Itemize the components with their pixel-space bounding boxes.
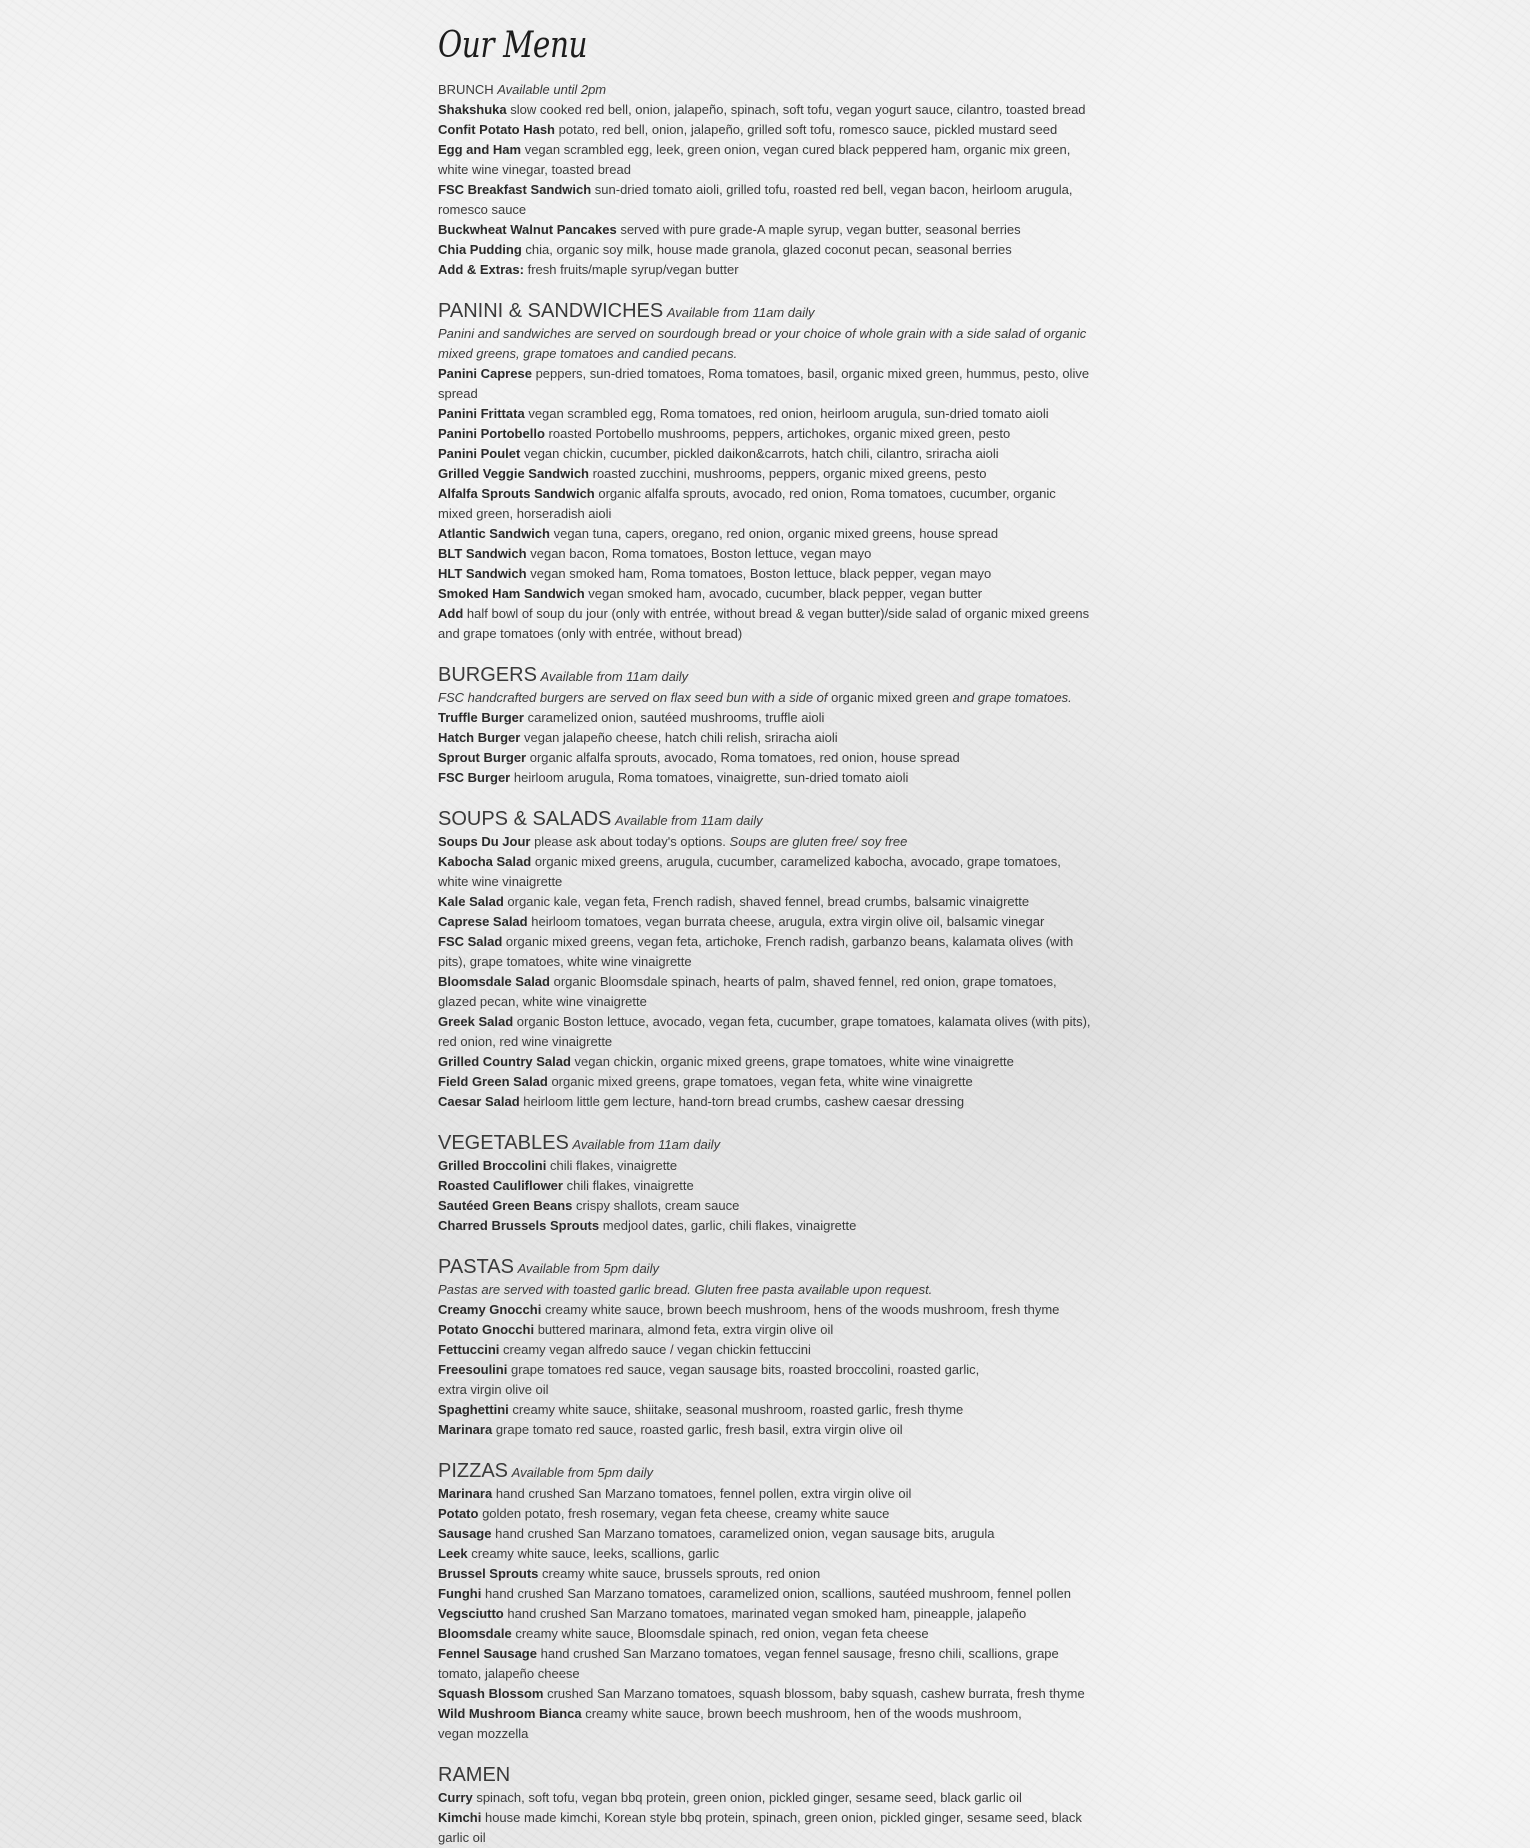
menu-item bbox=[438, 1072, 1092, 1092]
menu-item bbox=[438, 1584, 1092, 1604]
section-header bbox=[438, 808, 1092, 832]
menu-content bbox=[438, 18, 1092, 1848]
item-description: fresh fruits/maple syrup/vegan butter bbox=[527, 262, 739, 277]
item-name: Panini Caprese bbox=[438, 366, 532, 381]
item-name: Freesoulini bbox=[438, 1362, 508, 1377]
item-description: sun-dried tomato aioli, grilled tofu, roasted red bell, vegan bacon, heirloom arugula, romesco sauce bbox=[438, 182, 1073, 217]
item-description: hand crushed San Marzano tomatoes, fennel pollen, extra virgin olive oil bbox=[495, 1486, 912, 1501]
item-description: organic kale, vegan feta, French radish, shaved fennel, bread crumbs, balsamic vinaigrette bbox=[507, 894, 1030, 909]
item-name: Hatch Burger bbox=[438, 730, 521, 745]
menu-item bbox=[438, 1808, 1092, 1848]
item-description: chili flakes, vinaigrette bbox=[566, 1178, 694, 1193]
item-description: vegan chickin, organic mixed greens, grape tomatoes, white wine vinaigrette bbox=[574, 1054, 1014, 1069]
item-description: vegan smoked ham, Roma tomatoes, Boston lettuce, black pepper, vegan mayo bbox=[530, 566, 992, 581]
item-name: Brussel Sprouts bbox=[438, 1566, 539, 1581]
item-description: potato, red bell, onion, jalapeño, grilled soft tofu, romesco sauce, pickled mustard seed bbox=[558, 122, 1058, 137]
menu-item bbox=[438, 728, 1092, 748]
menu-item bbox=[438, 1484, 1092, 1504]
menu-item bbox=[438, 1400, 1092, 1420]
item-description: vegan scrambled egg, leek, green onion, vegan cured black peppered ham, organic mix green, white wine vinegar, toasted bread bbox=[438, 142, 1071, 177]
menu-item bbox=[438, 932, 1092, 972]
item-name: Wild Mushroom Bianca bbox=[438, 1706, 582, 1721]
section-note bbox=[438, 688, 1092, 708]
item-description: heirloom arugula, Roma tomatoes, vinaigrette, sun-dried tomato aioli bbox=[513, 770, 909, 785]
item-name: Egg and Ham bbox=[438, 142, 522, 157]
item-description: chia, organic soy milk, house made granola, glazed coconut pecan, seasonal berries bbox=[525, 242, 1012, 257]
item-name: Funghi bbox=[438, 1586, 482, 1601]
section-availability: Available until 2pm bbox=[497, 82, 607, 97]
section-header bbox=[438, 1460, 1092, 1484]
item-name: Sprout Burger bbox=[438, 750, 527, 765]
section-availability: Available from 5pm daily bbox=[517, 1261, 659, 1276]
section-availability: Available from 11am daily bbox=[615, 813, 763, 828]
item-description: organic Boston lettuce, avocado, vegan feta, cucumber, grape tomatoes, kalamata olives (with pits), red onion, red wine vinaigrette bbox=[438, 1014, 1091, 1049]
menu-item bbox=[438, 180, 1092, 220]
menu-item bbox=[438, 564, 1092, 584]
item-description: roasted Portobello mushrooms, peppers, artichokes, organic mixed green, pesto bbox=[548, 426, 1011, 441]
item-description: slow cooked red bell, onion, jalapeño, spinach, soft tofu, vegan yogurt sauce, cilantro, toasted bread bbox=[510, 102, 1086, 117]
item-name: FSC Breakfast Sandwich bbox=[438, 182, 592, 197]
item-name: Buckwheat Walnut Pancakes bbox=[438, 222, 617, 237]
menu-item bbox=[438, 100, 1092, 120]
item-name: Field Green Salad bbox=[438, 1074, 548, 1089]
item-name: Kale Salad bbox=[438, 894, 504, 909]
menu-item bbox=[438, 1012, 1092, 1052]
menu-item bbox=[438, 140, 1092, 180]
item-name: Roasted Cauliflower bbox=[438, 1178, 563, 1193]
item-description: creamy white sauce, brown beech mushroom, hens of the woods mushroom, fresh thyme bbox=[544, 1302, 1060, 1317]
item-description: organic Bloomsdale spinach, hearts of palm, shaved fennel, red onion, grape tomatoes, glazed pecan, white wine vinaigrette bbox=[438, 974, 1057, 1009]
menu-item bbox=[438, 1052, 1092, 1072]
item-description: creamy white sauce, brown beech mushroom, hen of the woods mushroom, bbox=[585, 1706, 1022, 1721]
item-name: Panini Frittata bbox=[438, 406, 525, 421]
section-note-part: and grape tomatoes. bbox=[952, 690, 1072, 705]
item-description: vegan scrambled egg, Roma tomatoes, red onion, heirloom arugula, sun-dried tomato aioli bbox=[528, 406, 1049, 421]
item-description: heirloom tomatoes, vegan burrata cheese, arugula, extra virgin olive oil, balsamic vinegar bbox=[531, 914, 1045, 929]
item-description: house made kimchi, Korean style bbq protein, spinach, green onion, pickled ginger, sesame seed, black garlic oil bbox=[438, 1810, 1082, 1845]
item-name: Marinara bbox=[438, 1422, 493, 1437]
item-name: Shakshuka bbox=[438, 102, 507, 117]
section-name: VEGETABLES bbox=[438, 1132, 569, 1154]
item-description: vegan bacon, Roma tomatoes, Boston lettuce, vegan mayo bbox=[530, 546, 872, 561]
item-description: medjool dates, garlic, chili flakes, vinaigrette bbox=[602, 1218, 857, 1233]
item-name: Charred Brussels Sprouts bbox=[438, 1218, 600, 1233]
item-description: creamy white sauce, Bloomsdale spinach, red onion, vegan feta cheese bbox=[515, 1626, 929, 1641]
item-name: FSC Salad bbox=[438, 934, 503, 949]
item-description: buttered marinara, almond feta, extra virgin olive oil bbox=[537, 1322, 834, 1337]
section-note-part: FSC handcrafted burgers are served on flax seed bun with a side of bbox=[438, 690, 828, 705]
menu-item bbox=[438, 1644, 1092, 1684]
item-description: creamy white sauce, brussels sprouts, red onion bbox=[542, 1566, 821, 1581]
menu-item bbox=[438, 444, 1092, 464]
menu-section-pastas bbox=[438, 1256, 1092, 1440]
item-name: Confit Potato Hash bbox=[438, 122, 555, 137]
item-name: Atlantic Sandwich bbox=[438, 526, 550, 541]
menu-item bbox=[438, 1788, 1092, 1808]
menu-section-brunch bbox=[438, 80, 1092, 280]
menu-item bbox=[438, 1216, 1092, 1236]
item-name: Soups Du Jour bbox=[438, 834, 531, 849]
section-name: RAMEN bbox=[438, 1764, 511, 1786]
item-name: Grilled Broccolini bbox=[438, 1158, 547, 1173]
item-name: Add bbox=[438, 606, 464, 621]
item-name: HLT Sandwich bbox=[438, 566, 527, 581]
item-name: Alfalfa Sprouts Sandwich bbox=[438, 486, 595, 501]
item-description: vegan jalapeño cheese, hatch chili relish, sriracha aioli bbox=[523, 730, 838, 745]
section-name: BRUNCH bbox=[438, 82, 494, 97]
menu-item bbox=[438, 1624, 1092, 1644]
menu-item bbox=[438, 1196, 1092, 1216]
item-description: crispy shallots, cream sauce bbox=[576, 1198, 740, 1213]
item-note: Soups are gluten free/ soy free bbox=[729, 834, 908, 849]
menu-item bbox=[438, 1340, 1092, 1360]
menu-item bbox=[438, 1544, 1092, 1564]
item-description: creamy vegan alfredo sauce / vegan chickin fettuccini bbox=[503, 1342, 811, 1357]
item-name: Sausage bbox=[438, 1526, 492, 1541]
item-name: Truffle Burger bbox=[438, 710, 524, 725]
item-description: hand crushed San Marzano tomatoes, caramelized onion, scallions, sautéed mushroom, fennel pollen bbox=[484, 1586, 1072, 1601]
item-name: Chia Pudding bbox=[438, 242, 522, 257]
item-description: organic mixed greens, grape tomatoes, vegan feta, white wine vinaigrette bbox=[551, 1074, 973, 1089]
menu-section-burgers bbox=[438, 664, 1092, 788]
menu-item bbox=[438, 1176, 1092, 1196]
section-name: PANINI & SANDWICHES bbox=[438, 300, 664, 322]
menu-sections bbox=[438, 80, 1092, 1848]
item-description: vegan tuna, capers, oregano, red onion, organic mixed greens, house spread bbox=[553, 526, 999, 541]
section-header bbox=[438, 664, 1092, 688]
item-name: Leek bbox=[438, 1546, 468, 1561]
menu-item bbox=[438, 1604, 1092, 1624]
item-description-continued: extra virgin olive oil bbox=[438, 1382, 549, 1397]
menu-item bbox=[438, 424, 1092, 444]
item-name: Fennel Sausage bbox=[438, 1646, 537, 1661]
item-name: Squash Blossom bbox=[438, 1686, 544, 1701]
menu-item bbox=[438, 524, 1092, 544]
menu-item bbox=[438, 852, 1092, 892]
item-description: grape tomatoes red sauce, vegan sausage bits, roasted broccolini, roasted garlic, bbox=[510, 1362, 980, 1377]
menu-item bbox=[438, 120, 1092, 140]
item-name: Kimchi bbox=[438, 1810, 482, 1825]
section-name: SOUPS & SALADS bbox=[438, 808, 612, 830]
item-description: spinach, soft tofu, vegan bbq protein, green onion, pickled ginger, sesame seed, black garlic oil bbox=[476, 1790, 1022, 1805]
item-name: Curry bbox=[438, 1790, 473, 1805]
menu-item bbox=[438, 404, 1092, 424]
item-name: Panini Poulet bbox=[438, 446, 521, 461]
item-description: hand crushed San Marzano tomatoes, marinated vegan smoked ham, pineapple, jalapeño bbox=[507, 1606, 1027, 1621]
item-description: crushed San Marzano tomatoes, squash blossom, baby squash, cashew burrata, fresh thyme bbox=[547, 1686, 1085, 1701]
item-description: chili flakes, vinaigrette bbox=[549, 1158, 678, 1173]
item-description: organic mixed greens, arugula, cucumber, caramelized kabocha, avocado, grape tomatoes, white wine vinaigrette bbox=[438, 854, 1061, 889]
item-name: Caesar Salad bbox=[438, 1094, 520, 1109]
section-name: PASTAS bbox=[438, 1256, 514, 1278]
menu-item bbox=[438, 260, 1092, 280]
item-name: Vegsciutto bbox=[438, 1606, 504, 1621]
section-note: Pastas are served with toasted garlic bread. Gluten free pasta available upon request. bbox=[438, 1282, 933, 1297]
section-note: Panini and sandwiches are served on sourdough bread or your choice of whole grain with a side salad of organic mixed greens, grape tomatoes and candied pecans. bbox=[438, 326, 1087, 361]
section-header bbox=[438, 1764, 1092, 1788]
item-description: organic mixed greens, vegan feta, artichoke, French radish, garbanzo beans, kalamata olives (with pits), grape tomatoes, white wine vinaigrette bbox=[438, 934, 1074, 969]
section-note-part: organic mixed green bbox=[831, 690, 949, 705]
item-description: peppers, sun-dried tomatoes, Roma tomatoes, basil, organic mixed green, hummus, pesto, olive spread bbox=[438, 366, 1090, 401]
menu-item bbox=[438, 240, 1092, 260]
item-description: roasted zucchini, mushrooms, peppers, organic mixed greens, pesto bbox=[592, 466, 987, 481]
section-header bbox=[438, 1256, 1092, 1280]
item-name: FSC Burger bbox=[438, 770, 511, 785]
menu-section-pizzas bbox=[438, 1460, 1092, 1744]
item-name: Smoked Ham Sandwich bbox=[438, 586, 585, 601]
item-description: please ask about today's options. bbox=[534, 834, 726, 849]
item-name: Caprese Salad bbox=[438, 914, 528, 929]
item-description: creamy white sauce, shiitake, seasonal mushroom, roasted garlic, fresh thyme bbox=[512, 1402, 964, 1417]
menu-item bbox=[438, 1360, 1092, 1400]
page-title: Our Menu bbox=[438, 25, 588, 66]
item-name: Bloomsdale bbox=[438, 1626, 512, 1641]
menu-item bbox=[438, 912, 1092, 932]
item-description: hand crushed San Marzano tomatoes, caramelized onion, vegan sausage bits, arugula bbox=[495, 1526, 995, 1541]
item-name: Kabocha Salad bbox=[438, 854, 532, 869]
item-name: Grilled Country Salad bbox=[438, 1054, 571, 1069]
item-description: organic alfalfa sprouts, avocado, Roma tomatoes, red onion, house spread bbox=[529, 750, 960, 765]
menu-section-soups bbox=[438, 808, 1092, 1112]
item-description: half bowl of soup du jour (only with entrée, without bread & vegan butter)/side salad of organic mixed greens and grape tomatoes (only with entrée, without bread) bbox=[438, 606, 1090, 641]
menu-item bbox=[438, 1320, 1092, 1340]
menu-item bbox=[438, 972, 1092, 1012]
menu-item bbox=[438, 1564, 1092, 1584]
section-availability: Available from 11am daily bbox=[540, 669, 689, 684]
item-description: vegan smoked ham, avocado, cucumber, black pepper, vegan butter bbox=[588, 586, 983, 601]
section-availability: Available from 5pm daily bbox=[511, 1465, 654, 1480]
menu-section-ramen bbox=[438, 1764, 1092, 1848]
menu-item bbox=[438, 464, 1092, 484]
item-name: BLT Sandwich bbox=[438, 546, 527, 561]
item-name: Fettuccini bbox=[438, 1342, 500, 1357]
item-description: hand crushed San Marzano tomatoes, vegan fennel sausage, fresno chili, scallions, grape tomato, jalapeño cheese bbox=[438, 1646, 1059, 1681]
menu-item bbox=[438, 708, 1092, 728]
menu-item bbox=[438, 220, 1092, 240]
menu-section-vegetables bbox=[438, 1132, 1092, 1236]
section-header bbox=[438, 80, 1092, 100]
menu-item bbox=[438, 1156, 1092, 1176]
menu-item bbox=[438, 768, 1092, 788]
section-availability: Available from 11am daily bbox=[572, 1137, 721, 1152]
menu-item bbox=[438, 1420, 1092, 1440]
menu-item bbox=[438, 892, 1092, 912]
menu-item bbox=[438, 484, 1092, 524]
menu-item bbox=[438, 604, 1092, 644]
item-description: organic alfalfa sprouts, avocado, red onion, Roma tomatoes, cucumber, organic mixed green, horseradish aioli bbox=[438, 486, 1056, 521]
menu-section-panini bbox=[438, 300, 1092, 644]
section-name: BURGERS bbox=[438, 664, 537, 686]
item-name: Spaghettini bbox=[438, 1402, 509, 1417]
item-description: creamy white sauce, leeks, scallions, garlic bbox=[471, 1546, 720, 1561]
item-description: served with pure grade-A maple syrup, vegan butter, seasonal berries bbox=[620, 222, 1021, 237]
section-header bbox=[438, 300, 1092, 324]
menu-item bbox=[438, 1092, 1092, 1112]
item-name: Grilled Veggie Sandwich bbox=[438, 466, 589, 481]
section-availability: Available from 11am daily bbox=[666, 305, 815, 320]
item-description: vegan chickin, cucumber, pickled daikon&carrots, hatch chili, cilantro, sriracha aioli bbox=[523, 446, 999, 461]
item-name: Greek Salad bbox=[438, 1014, 514, 1029]
menu-item bbox=[438, 1704, 1092, 1744]
item-name: Panini Portobello bbox=[438, 426, 545, 441]
menu-item bbox=[438, 364, 1092, 404]
menu-item bbox=[438, 544, 1092, 564]
item-name: Potato bbox=[438, 1506, 479, 1521]
item-description: caramelized onion, sautéed mushrooms, truffle aioli bbox=[527, 710, 825, 725]
item-description: golden potato, fresh rosemary, vegan feta cheese, creamy white sauce bbox=[482, 1506, 890, 1521]
menu-item bbox=[438, 1524, 1092, 1544]
menu-item bbox=[438, 832, 1092, 852]
item-name: Marinara bbox=[438, 1486, 493, 1501]
menu-item bbox=[438, 1684, 1092, 1704]
item-description: grape tomato red sauce, roasted garlic, fresh basil, extra virgin olive oil bbox=[495, 1422, 903, 1437]
menu-item bbox=[438, 748, 1092, 768]
item-description: heirloom little gem lecture, hand-torn bread crumbs, cashew caesar dressing bbox=[523, 1094, 965, 1109]
item-name: Creamy Gnocchi bbox=[438, 1302, 542, 1317]
section-name: PIZZAS bbox=[438, 1460, 509, 1482]
menu-item bbox=[438, 584, 1092, 604]
item-name: Bloomsdale Salad bbox=[438, 974, 550, 989]
menu-item bbox=[438, 1504, 1092, 1524]
section-header bbox=[438, 1132, 1092, 1156]
item-name: Sautéed Green Beans bbox=[438, 1198, 573, 1213]
item-name: Add & Extras: bbox=[438, 262, 524, 277]
menu-item bbox=[438, 1300, 1092, 1320]
item-name: Potato Gnocchi bbox=[438, 1322, 535, 1337]
item-description-continued: vegan mozzella bbox=[438, 1726, 529, 1741]
